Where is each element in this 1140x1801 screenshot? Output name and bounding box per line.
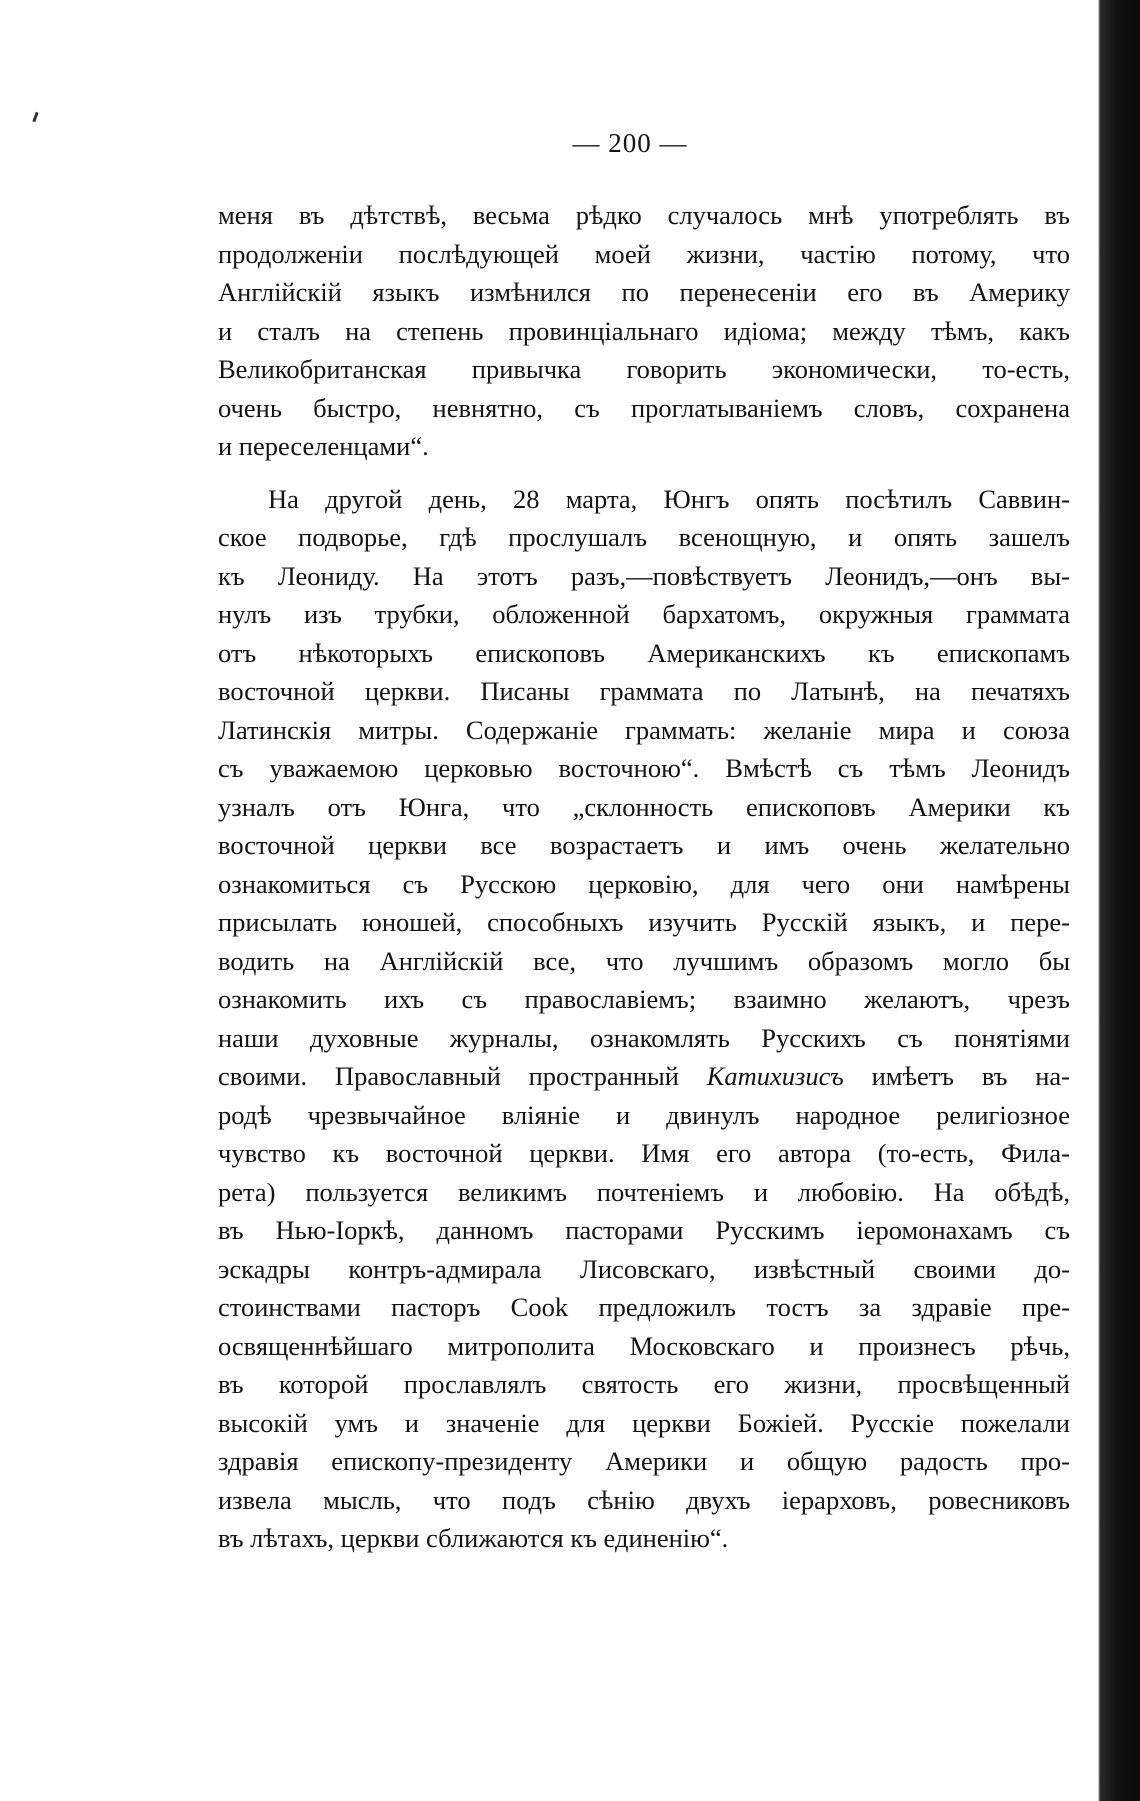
- text-line: наши духовные журналы, ознакомлять Русскихъ съ понятіями: [218, 1022, 1070, 1053]
- text-line: и сталъ на степень провинціальнаго идіома; между тѣмъ, какъ: [218, 315, 1070, 346]
- document-body: [218, 196, 1070, 1558]
- text-line: рета) пользуется великимъ почтеніемъ и любовію. На обѣдѣ,: [218, 1176, 1070, 1207]
- italic-term-katikhizis: Катихизисъ: [706, 1061, 844, 1091]
- text-line: въ Нью-Іоркѣ, данномъ пасторами Русскимъ іеромонахамъ съ: [218, 1215, 1070, 1245]
- text-line: Англійскій языкъ измѣнился по перенесеніи его въ Америку: [218, 277, 1070, 307]
- text-line: въ лѣтахъ, церкви сближаются къ единенію“.: [218, 1523, 729, 1553]
- text-line: высокій умъ и значеніе для церкви Божіей. Русскіе пожелали: [218, 1407, 1070, 1438]
- text-line: меня въ дѣтствѣ, весьма рѣдко случалось мнѣ употреблять въ: [218, 200, 1070, 230]
- text-line: восточной церкви. Писаны граммата по Латынѣ, на печатяхъ: [218, 676, 1070, 706]
- text-line: здравія епископу-президенту Америки и общую радость про-: [218, 1446, 1070, 1476]
- text-line: Латинскія митры. Содержаніе граммать: желаніе мира и союза: [218, 714, 1070, 745]
- text-line: Великобританская привычка говорить экономически, то-есть,: [218, 354, 1070, 384]
- text-line: ознакомить ихъ съ православіемъ; взаимно желаютъ, чрезъ: [218, 984, 1070, 1014]
- text-line: восточной церкви все возрастаетъ и имъ очень желательно: [218, 830, 1070, 860]
- text-line: въ которой прославлялъ святость его жизни, просвѣщенный: [218, 1369, 1070, 1399]
- text-line: ознакомиться съ Русскою церковію, для чего они намѣрены: [218, 868, 1070, 899]
- text-line: На другой день, 28 марта, Юнгъ опять посѣтилъ Саввин-: [268, 483, 1070, 514]
- text-line: эскадры контръ-адмирала Лисовскаго, извѣстный своими до-: [218, 1253, 1070, 1284]
- text-segment: имѣетъ въ на-: [871, 1061, 1070, 1091]
- text-line: водить на Англійскій все, что лучшимъ образомъ могло бы: [218, 945, 1070, 976]
- text-line: ское подворье, гдѣ прослушалъ всенощную, и опять зашелъ: [218, 522, 1070, 552]
- page-number: — 200 —: [572, 128, 688, 158]
- text-line: присылать юношей, способныхъ изучить Русскій языкъ, и пере-: [218, 907, 1070, 937]
- page-edge-shadow: [1088, 0, 1140, 1801]
- text-line: родѣ чрезвычайное вліяніе и двинулъ народное религіозное: [218, 1099, 1070, 1130]
- text-line: освященнѣйшаго митрополита Московскаго и произнесъ рѣчь,: [218, 1330, 1070, 1361]
- text-segment: своими. Православный пространный: [218, 1061, 679, 1091]
- text-line: нулъ изъ трубки, обложенной бархатомъ, окружныя граммата: [218, 599, 1070, 629]
- text-line: съ уважаемою церковью восточною“. Вмѣстѣ съ тѣмъ Леонидъ: [218, 753, 1070, 783]
- text-line: узналъ отъ Юнга, что „склонность епископовъ Америки къ: [218, 791, 1070, 822]
- scan-mark: [32, 112, 38, 122]
- text-line-with-italic: [218, 1057, 1070, 1096]
- text-line: и переселенцами“.: [218, 431, 429, 461]
- text-line: извела мысль, что подъ сѣнію двухъ іерарховъ, ровесниковъ: [218, 1484, 1070, 1515]
- text-line: чувство къ восточной церкви. Имя его автора (то-есть, Фила-: [218, 1138, 1070, 1168]
- text-line: очень быстро, невнятно, съ проглатываніемъ словъ, сохранена: [218, 392, 1070, 423]
- paragraph-gap: [218, 466, 1070, 480]
- text-line: стоинствами пасторъ Cook предложилъ тостъ за здравіе пре-: [218, 1292, 1070, 1322]
- text-line: къ Леониду. На этотъ разъ,—повѣствуетъ Леонидъ,—онъ вы-: [218, 560, 1070, 591]
- text-line: отъ нѣкоторыхъ епископовъ Американскихъ къ епископамъ: [218, 637, 1070, 668]
- text-line: продолженіи послѣдующей моей жизни, частію потому, что: [218, 238, 1070, 269]
